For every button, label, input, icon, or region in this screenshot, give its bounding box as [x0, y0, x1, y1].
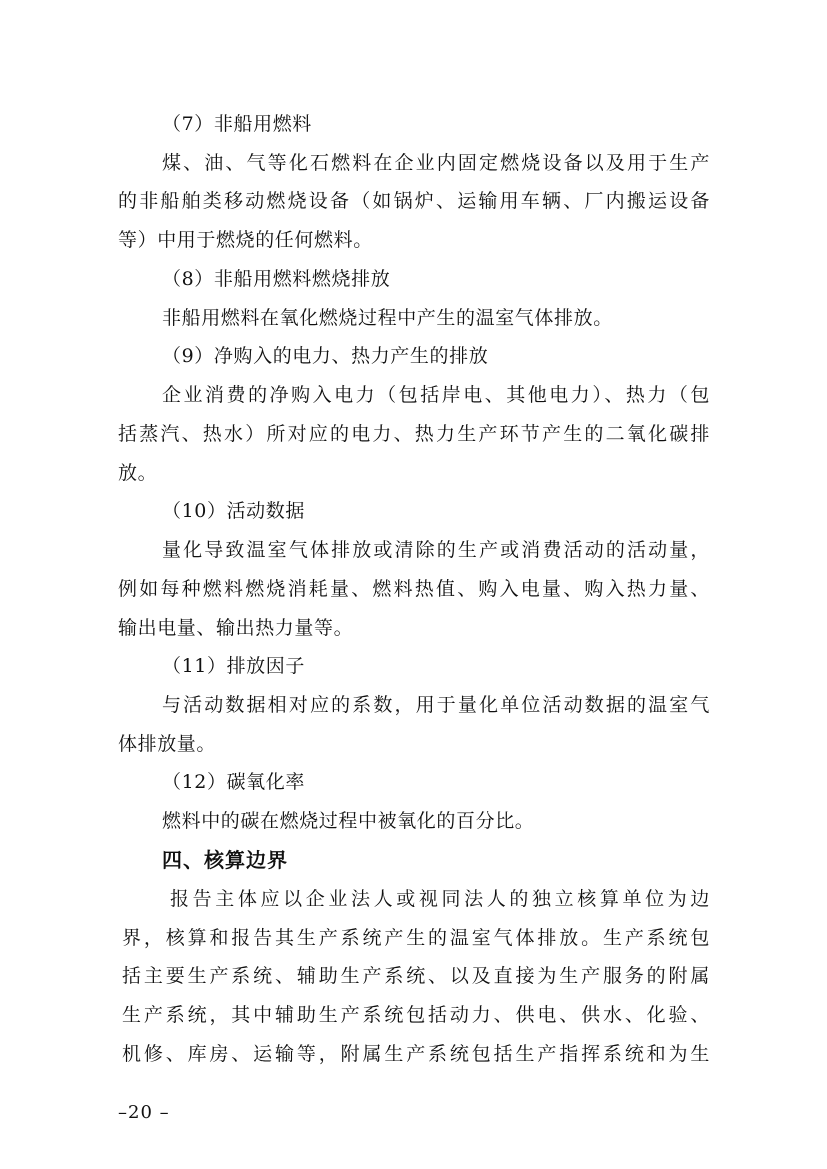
paragraph-line: 括蒸汽、热水）所对应的电力、热力生产环节产生的二氧化碳排	[118, 423, 710, 445]
paragraph-line: 机修、库房、运输等，附属生产系统包括生产指挥系统和为生	[122, 1043, 710, 1065]
paragraph-line: 企业消费的净购入电力（包括岸电、其他电力）、热力（包	[162, 384, 710, 406]
paragraph-line: 燃料中的碳在燃烧过程中被氧化的百分比。	[162, 810, 535, 832]
paragraph-line: 报告主体应以企业法人或视同法人的独立核算单位为边	[170, 888, 710, 910]
paragraph-line: 生产系统，其中辅助生产系统包括动力、供电、供水、化验、	[122, 1004, 710, 1026]
paragraph-line: 非船用燃料在氧化燃烧过程中产生的温室气体排放。	[162, 307, 613, 329]
paragraph-line: 煤、油、气等化石燃料在企业内固定燃烧设备以及用于生产	[162, 152, 710, 174]
page-number: –20 –	[118, 1102, 170, 1123]
paragraph-line: 量化导致温室气体排放或清除的生产或消费活动的活动量，	[162, 539, 710, 561]
paragraph-line: 的非船舶类移动燃烧设备（如锅炉、运输用车辆、厂内搬运设备	[118, 190, 710, 212]
paragraph-line: 例如每种燃料燃烧消耗量、燃料热值、购入电量、购入热力量、	[118, 578, 710, 600]
definition-heading-12: （12）碳氧化率	[162, 771, 305, 793]
paragraph-line: 输出电量、输出热力量等。	[118, 617, 354, 639]
paragraph-line: 放。	[118, 462, 158, 484]
definition-heading-10: （10）活动数据	[162, 500, 305, 522]
definition-heading-11: （11）排放因子	[162, 655, 305, 677]
definition-heading-7: （7）非船用燃料	[162, 113, 312, 135]
definition-heading-8: （8）非船用燃料燃烧排放	[162, 268, 391, 290]
paragraph-line: 括主要生产系统、辅助生产系统、以及直接为生产服务的附属	[122, 965, 710, 987]
paragraph-line: 体排放量。	[118, 733, 217, 755]
paragraph-line: 界，核算和报告其生产系统产生的温室气体排放。生产系统包	[122, 927, 710, 949]
paragraph-line: 与活动数据相对应的系数，用于量化单位活动数据的温室气	[162, 694, 710, 716]
section-heading: 四、核算边界	[162, 848, 288, 872]
paragraph-line: 等）中用于燃烧的任何燃料。	[118, 229, 373, 251]
definition-heading-9: （9）净购入的电力、热力产生的排放	[162, 345, 489, 367]
